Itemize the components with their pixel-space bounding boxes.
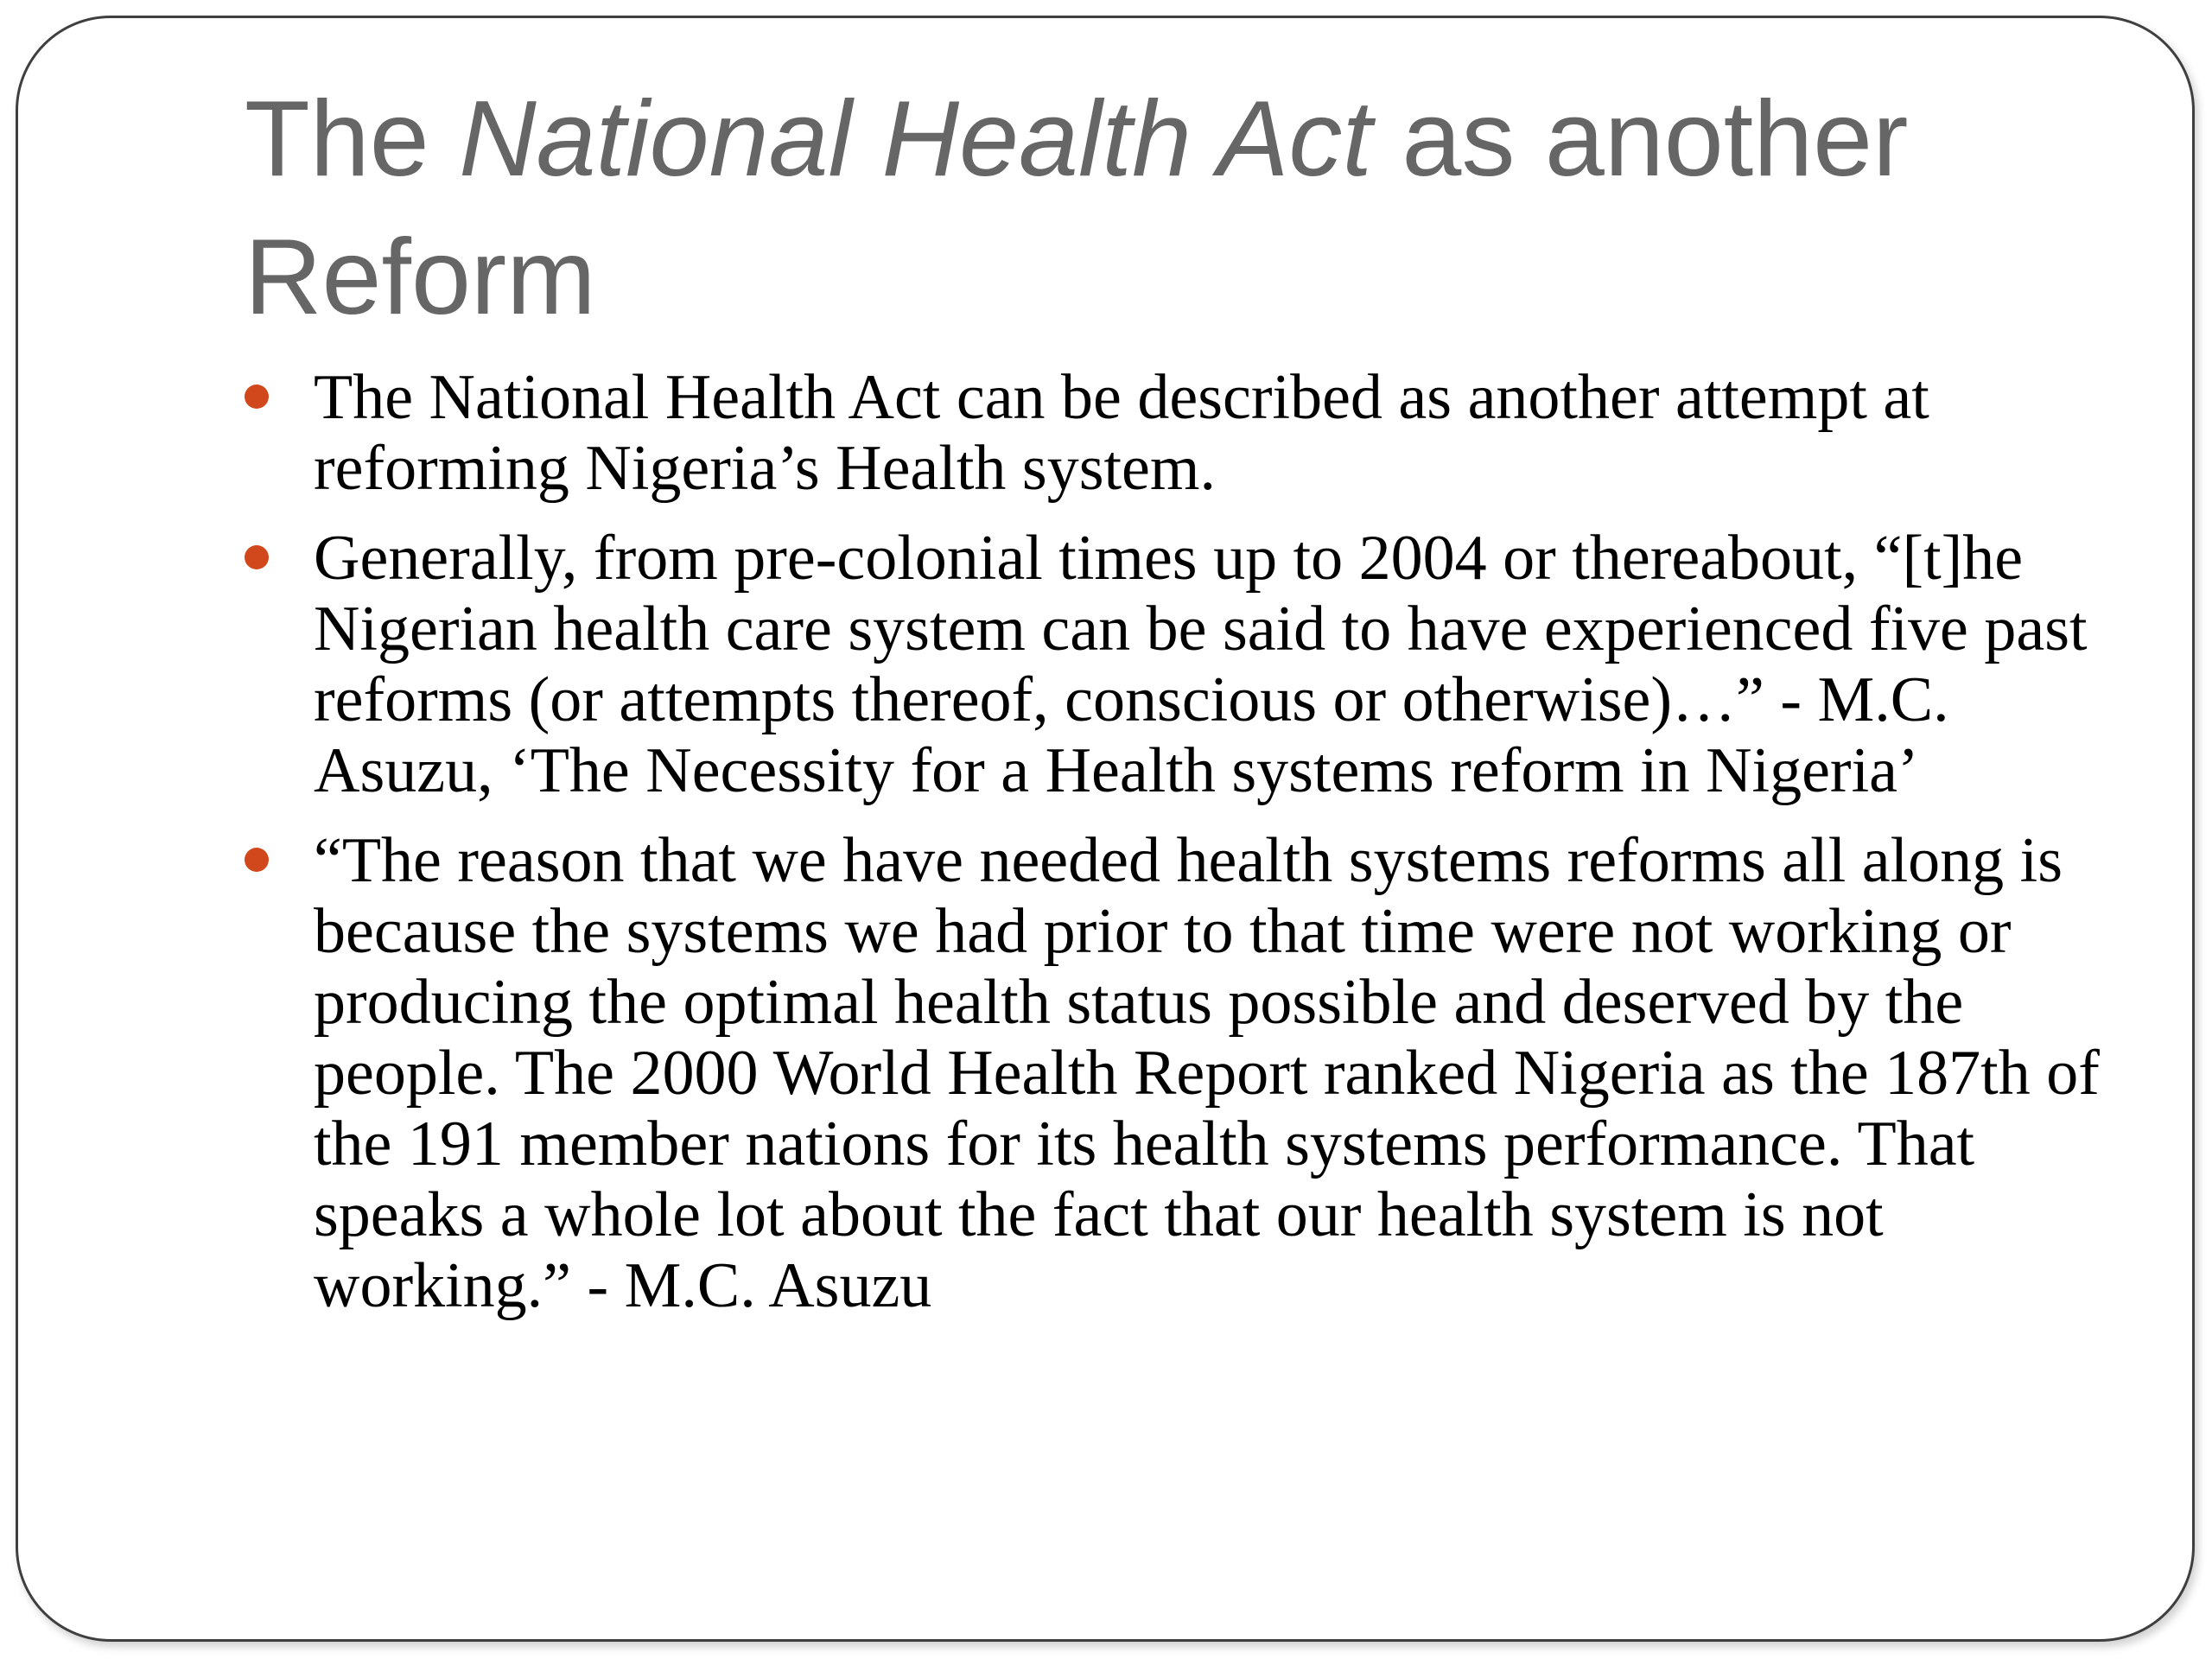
bullet-dot-icon xyxy=(245,848,269,872)
slide xyxy=(16,16,2195,1642)
bullet-item xyxy=(245,825,2120,1321)
bullet-item xyxy=(245,523,2120,806)
title-text-before: The xyxy=(245,79,460,199)
bullet-list xyxy=(245,362,2120,1340)
bullet-dot-icon xyxy=(245,545,269,569)
bullet-text: “The reason that we have needed health systems reforms all along is because the systems we had prior to that time were not working or producing the optimal health status possible and deserved by the people. The 2000 World Health Report ranked Nigeria as the 187th of the 191 member nations for its health systems performance. That speaks a whole lot about the fact that our health system is not working.” - M.C. Asuzu xyxy=(314,825,2100,1321)
bullet-text: Generally, from pre-colonial times up to 2004 or thereabout, “[t]he Nigerian health care system can be said to have experienced five past reforms (or attempts thereof, conscious or otherwise)…” - M.C. Asuzu, ‘The Necessity for a Health systems reform in Nigeria’ xyxy=(314,523,2088,806)
title-text-italic: National Health Act xyxy=(459,79,1372,199)
bullet-item xyxy=(245,362,2120,504)
bullet-text: The National Health Act can be described as another attempt at reforming Nigeria’s Health system. xyxy=(314,362,1929,504)
bullet-dot-icon xyxy=(245,385,269,409)
slide-title xyxy=(245,70,2059,346)
title-text-after: as another Reform xyxy=(245,79,1909,337)
